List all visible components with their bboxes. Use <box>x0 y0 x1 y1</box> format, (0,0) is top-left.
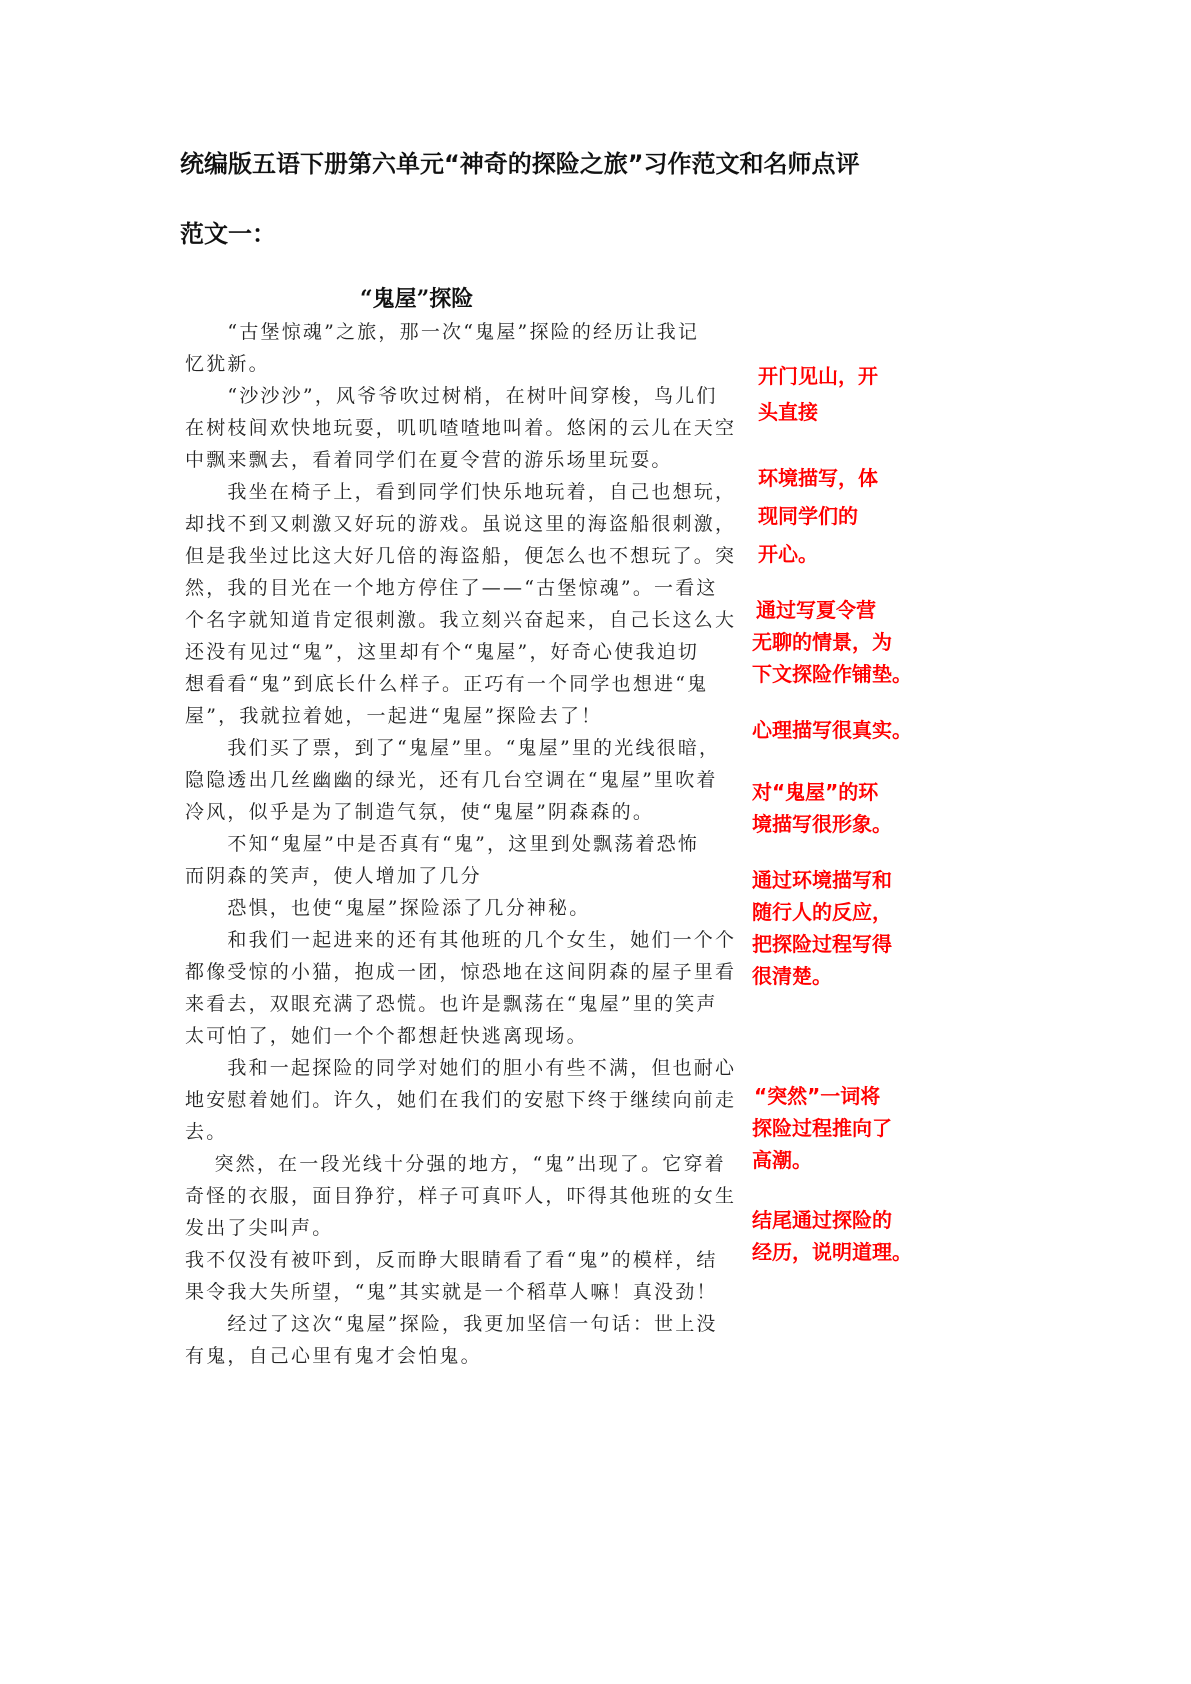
essay-line: 隐隐透出几丝幽幽的绿光，还有几台空调在“鬼屋”里吹着 <box>185 769 718 791</box>
comment-line: 随行人的反应， <box>752 900 892 924</box>
sample-label: 范文一： <box>180 220 276 248</box>
essay-line: 经过了这次“鬼屋”探险，我更加坚信一句话：世上没 <box>185 1313 718 1335</box>
comment-line: 通过写夏令营 <box>756 598 876 622</box>
comment-line: 头直接 <box>758 400 818 424</box>
essay-line: 和我们一起进来的还有其他班的几个女生，她们一个个 <box>185 929 737 951</box>
comment-line: 无聊的情景，为 <box>752 630 892 654</box>
essay-line: 我坐在椅子上，看到同学们快乐地玩着，自己也想玩， <box>185 481 737 503</box>
essay-line: 我不仅没有被吓到，反而睁大眼睛看了看“鬼”的模样，结 <box>185 1249 718 1271</box>
essay-line: 忆犹新。 <box>185 353 270 375</box>
comment-line: 把探险过程写得 <box>752 932 892 956</box>
essay-line: 屋”，我就拉着她，一起进“鬼屋”探险去了！ <box>185 705 603 727</box>
comment-line: 现同学们的 <box>758 504 858 528</box>
essay-line: 奇怪的衣服，面目狰狞，样子可真吓人，吓得其他班的女生 <box>185 1185 737 1207</box>
essay-line: 去。 <box>185 1121 228 1143</box>
comment-line: 心理描写很真实。 <box>752 718 912 742</box>
document-title: 统编版五语下册第六单元“神奇的探险之旅”习作范文和名师点评 <box>180 150 860 178</box>
comment-line: “突然”一词将 <box>754 1084 881 1108</box>
essay-title: “鬼屋”探险 <box>360 286 474 312</box>
essay-line: 太可怕了，她们一个个都想赶快逃离现场。 <box>185 1025 588 1047</box>
essay-line: 都像受惊的小猫，抱成一团，惊恐地在这间阴森的屋子里看 <box>185 961 737 983</box>
comment-line: 开门见山，开 <box>758 364 878 388</box>
essay-line: 果令我大失所望，“鬼”其实就是一个稻草人嘛！真没劲！ <box>185 1281 718 1303</box>
comment-line: 高潮。 <box>752 1148 812 1172</box>
comment-line: 对“鬼屋”的环 <box>752 780 879 804</box>
comment-line: 环境描写，体 <box>758 466 878 490</box>
comment-line: 探险过程推向了 <box>752 1116 892 1140</box>
essay-line: 恐惧，也使“鬼屋”探险添了几分神秘。 <box>185 897 591 919</box>
comment-line: 经历，说明道理。 <box>752 1240 912 1264</box>
essay-line: 个名字就知道肯定很刺激。我立刻兴奋起来，自己长这么大 <box>185 609 737 631</box>
essay-line: 在树枝间欢快地玩耍，叽叽喳喳地叫着。悠闲的云儿在天空 <box>185 417 737 439</box>
comment-line: 通过环境描写和 <box>752 868 892 892</box>
essay-line: “沙沙沙”，风爷爷吹过树梢，在树叶间穿梭，鸟儿们 <box>185 385 718 407</box>
essay-line: 却找不到又刺激又好玩的游戏。虽说这里的海盗船很刺激， <box>185 513 737 535</box>
essay-line: “古堡惊魂”之旅，那一次“鬼屋”探险的经历让我记 <box>185 321 700 343</box>
essay-line: 然，我的目光在一个地方停住了——“古堡惊魂”。一看这 <box>185 577 718 599</box>
essay-line: 而阴森的笑声，使人增加了几分 <box>185 865 482 887</box>
comment-line: 开心。 <box>758 542 818 566</box>
essay-line: 来看去，双眼充满了恐慌。也许是飘荡在“鬼屋”里的笑声 <box>185 993 718 1015</box>
essay-line: 还没有见过“鬼”，这里却有个“鬼屋”，好奇心使我迫切 <box>185 641 700 663</box>
comment-line: 境描写很形象。 <box>752 812 892 836</box>
comment-line: 很清楚。 <box>752 964 832 988</box>
essay-line: 发出了尖叫声。 <box>185 1217 334 1239</box>
essay-line: 突然，在一段光线十分强的地方，“鬼”出现了。它穿着 <box>185 1153 726 1175</box>
essay-line: 不知“鬼屋”中是否真有“鬼”，这里到处飘荡着恐怖 <box>185 833 700 855</box>
essay-line: 地安慰着她们。许久，她们在我们的安慰下终于继续向前走 <box>185 1089 737 1111</box>
essay-line: 中飘来飘去，看着同学们在夏令营的游乐场里玩耍。 <box>185 449 673 471</box>
essay-line: 想看看“鬼”到底长什么样子。正巧有一个同学也想进“鬼 <box>185 673 709 695</box>
essay-line: 但是我坐过比这大好几倍的海盗船，便怎么也不想玩了。突 <box>185 545 737 567</box>
essay-line: 冷风，似乎是为了制造气氛，使“鬼屋”阴森森的。 <box>185 801 655 823</box>
essay-line: 我和一起探险的同学对她们的胆小有些不满，但也耐心 <box>185 1057 737 1079</box>
essay-line: 有鬼，自己心里有鬼才会怕鬼。 <box>185 1345 482 1367</box>
comment-line: 下文探险作铺垫。 <box>752 662 912 686</box>
essay-line: 我们买了票，到了“鬼屋”里。“鬼屋”里的光线很暗， <box>185 737 721 759</box>
comment-line: 结尾通过探险的 <box>752 1208 892 1232</box>
